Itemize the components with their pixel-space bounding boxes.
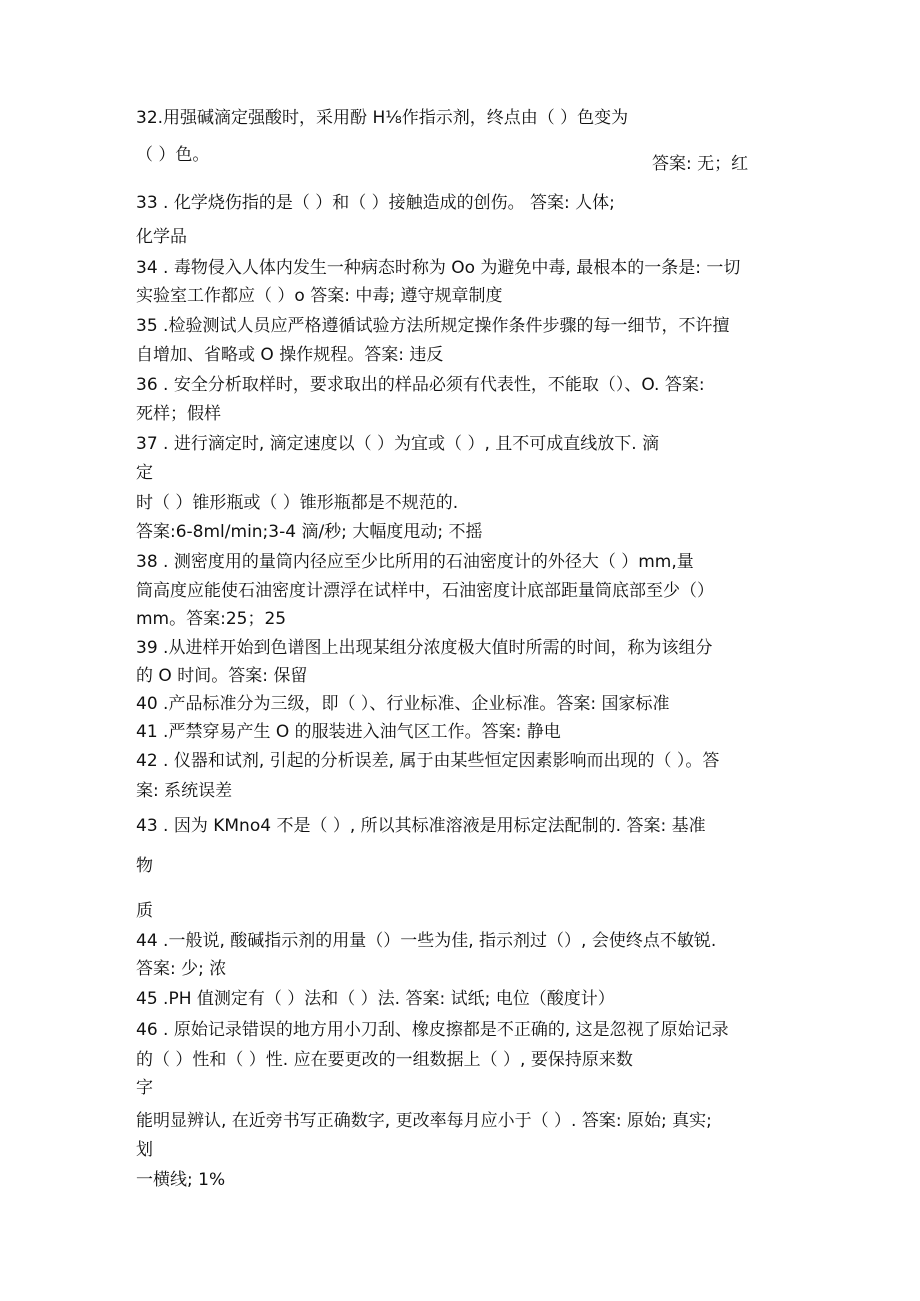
q42-line2: 案: 系统误差 — [136, 781, 233, 801]
q44-line2: 答案: 少; 浓 — [136, 959, 227, 979]
q43-line3: 质 — [136, 901, 153, 921]
q46-line2: 的（ ）性和（ ）性. 应在要更改的一组数据上（ ）, 要保持原来数 — [136, 1050, 633, 1070]
q46-line1: 46 . 原始记录错误的地方用小刀刮、橡皮擦都是不正确的, 这是忽视了原始记录 — [136, 1020, 729, 1040]
q36-line1: 36 . 安全分析取样时，要求取出的样品必须有代表性，不能取（）、O. 答案: — [136, 375, 705, 395]
q38-line3: mm。答案:25；25 — [136, 609, 287, 629]
q36-line2: 死样；假样 — [136, 404, 221, 424]
q34-line2: 实验室工作都应（ ）o 答案: 中毒; 遵守规章制度 — [136, 286, 503, 306]
q46-line3: 字 — [136, 1078, 153, 1098]
q37-answer: 答案:6-8ml/min;3-4 滴/秒; 大幅度甩动; 不摇 — [136, 522, 483, 542]
q34-line1: 34 . 毒物侵入人体内发生一种病态时称为 Oo 为避免中毒, 最根本的一条是: 一切 — [136, 258, 741, 278]
q32-answer: 答案: 无；红 — [652, 154, 749, 174]
q37-line1: 37 . 进行滴定时, 滴定速度以（ ）为宜或（ ）, 且不可成直线放下. 滴 — [136, 434, 660, 454]
q46-line5: 划 — [136, 1140, 153, 1160]
q39-line1: 39 .从进样开始到色谱图上出现某组分浓度极大值时所需的时间，称为该组分 — [136, 638, 713, 658]
q42-line1: 42 . 仪器和试剂, 引起的分析误差, 属于由某些恒定因素影响而出现的（ ）。答 — [136, 751, 720, 771]
q37-line2: 定 — [136, 463, 153, 483]
q40-line1: 40 .产品标准分为三级，即（ ）、行业标准、企业标准。答案: 国家标准 — [136, 694, 670, 714]
q43-line1: 43 . 因为 KMno4 不是（ ）, 所以其标准溶液是用标定法配制的. 答案: 基准 — [136, 816, 706, 836]
q46-line4: 能明显辨认, 在近旁书写正确数字, 更改率每月应小于（ ）. 答案: 原始; 真实; — [136, 1111, 712, 1131]
q35-line2: 自增加、省略或 O 操作规程。答案: 违反 — [136, 345, 444, 365]
q38-line1: 38 . 测密度用的量筒内径应至少比所用的石油密度计的外径大（ ）mm,量 — [136, 552, 694, 572]
q32-line1: 32.用强碱滴定强酸时，采用酚 H⅛作指示剂，终点由（ ）色变为 — [136, 108, 629, 128]
q41-line1: 41 .严禁穿易产生 O 的服装进入油气区工作。答案: 静电 — [136, 722, 561, 742]
q32-line2: （ ）色。 — [136, 145, 210, 165]
q43-line2: 物 — [136, 856, 153, 876]
q33-line1: 33 . 化学烧伤指的是（ ）和（ ）接触造成的创伤。 答案: 人体; — [136, 193, 615, 213]
q45-line1: 45 .PH 值测定有（ ）法和（ ）法. 答案: 试纸; 电位（酸度计） — [136, 989, 615, 1009]
q39-line2: 的 O 时间。答案: 保留 — [136, 666, 308, 686]
q38-line2: 筒高度应能使石油密度计漂浮在试样中，石油密度计底部距量筒底部至少（） — [136, 581, 714, 601]
q44-line1: 44 .一般说, 酸碱指示剂的用量（）一些为佳, 指示剂过（）, 会使终点不敏锐. — [136, 931, 717, 951]
q33-line2: 化学品 — [136, 227, 187, 247]
q46-line6: 一横线; 1% — [136, 1170, 226, 1190]
q35-line1: 35 .检验测试人员应严格遵循试验方法所规定操作条件步骤的每一细节，不许擅 — [136, 316, 730, 336]
q37-line3: 时（ ）锥形瓶或（ ）锥形瓶都是不规范的. — [136, 493, 459, 513]
